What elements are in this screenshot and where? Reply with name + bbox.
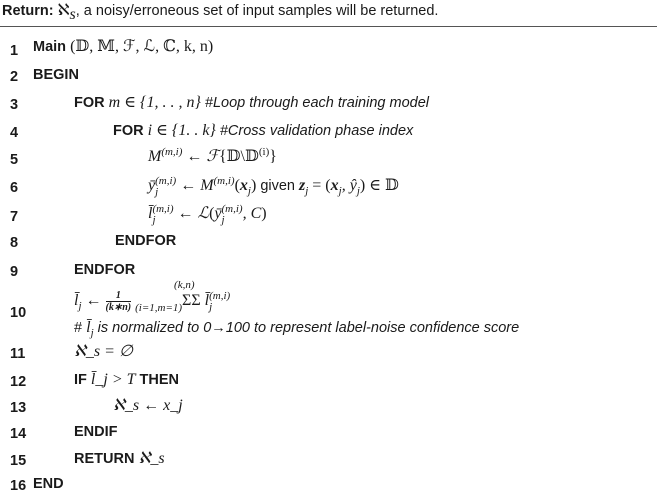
aleph-subscript: s [69,6,76,23]
line-4-inner-for [113,122,413,140]
line-10-comment [74,319,519,337]
comment-training-model: #Loop through each training model [204,95,429,111]
formula-predict: ȳ (m,i) j ← $M^{(m,i)}(x_j)$ [148,175,257,198]
line-number: 7 [10,209,19,225]
comment-var: $l̄_j$ [86,319,94,339]
line-number: 6 [10,180,19,196]
line-number: 16 [10,478,27,494]
main-params: (𝔻, 𝕄, ℱ, ℒ, ℂ, k, n) [70,38,214,55]
keyword-return: RETURN [74,451,135,467]
comment-cross-validation: #Cross validation phase index [219,123,414,139]
line-number: 3 [10,97,19,113]
header-divider [0,26,657,27]
line-9-endfor-outer [74,261,135,279]
line-1-main [33,38,213,56]
keyword-end: END [33,476,64,492]
line-10-average [74,279,231,316]
comment-hash: # [74,320,83,336]
return-label: Return: [2,3,54,19]
formula-model: M$^{(m,i)}$ ← ℱ{𝔻\𝔻$^{(i)}$} [148,146,277,165]
aleph-symbol: ℵ [57,2,70,19]
algorithm-return-header [2,2,439,23]
line-11-init-set [74,343,133,361]
keyword-endif: ENDIF [74,424,118,440]
line-number: 14 [10,426,27,442]
line-number: 9 [10,264,19,280]
line-number: 15 [10,453,27,469]
keyword-for: FOR [113,123,144,139]
return-value: ℵ_s [138,450,165,467]
line-16-end [33,475,64,493]
line-number: 2 [10,69,19,85]
loop-range-m: m ∈ {1, . . , n} [108,94,201,111]
line-3-outer-for [74,94,429,112]
fraction: $\frac{1}{(k∗n)}$ [105,290,132,313]
line-2-begin [33,66,79,84]
loop-range-i: i ∈ {1. . k} [147,122,216,139]
line-13-assign [113,397,183,415]
line-8-endfor-inner [115,232,176,250]
formula-sample: $z_j = (x_j$, $ŷ_j$) ∈ 𝔻 [298,177,399,197]
keyword-main: Main [33,39,67,55]
line-number: 11 [10,346,26,362]
line-15-return [74,450,165,468]
line-6-predict [148,176,399,198]
line-14-endif [74,423,118,441]
line-number: 4 [10,125,19,141]
line-12-if [74,371,179,389]
text-given: given [260,178,295,194]
return-description: , a noisy/erroneous set of input samples will be returned. [75,3,439,19]
keyword-for: FOR [74,95,105,111]
keyword-endfor: ENDFOR [74,262,136,278]
keyword-if: IF [74,372,87,388]
line-number: 12 [10,374,27,390]
keyword-then: THEN [139,372,180,388]
line-number: 1 [10,43,19,59]
formula-empty-set: ℵ_s = ∅ [74,343,133,360]
line-number: 10 [10,305,27,321]
keyword-endfor: ENDFOR [115,233,177,249]
line-5-model-train [148,148,277,166]
line-7-loss [148,204,267,226]
formula-assign: ℵ_s ← x_j [113,397,183,414]
line-number: 5 [10,152,19,168]
formula-average: $l̄_j$ ← $\frac{1}{(k∗n)}$ $_{(i=1,m=1)}$ (k,n) ΣΣ l̄ (m,i) j [74,279,231,315]
line-number: 13 [10,400,27,416]
keyword-begin: BEGIN [33,67,79,83]
comment-normalized: is normalized to 0→100 to represent label-noise confidence score [97,320,520,336]
formula-threshold: l̄_j > T [90,371,136,388]
line-number: 8 [10,235,19,251]
formula-loss: l̄ (m,i) j ← ℒ(ȳ (m,i) j , C) [148,203,267,226]
